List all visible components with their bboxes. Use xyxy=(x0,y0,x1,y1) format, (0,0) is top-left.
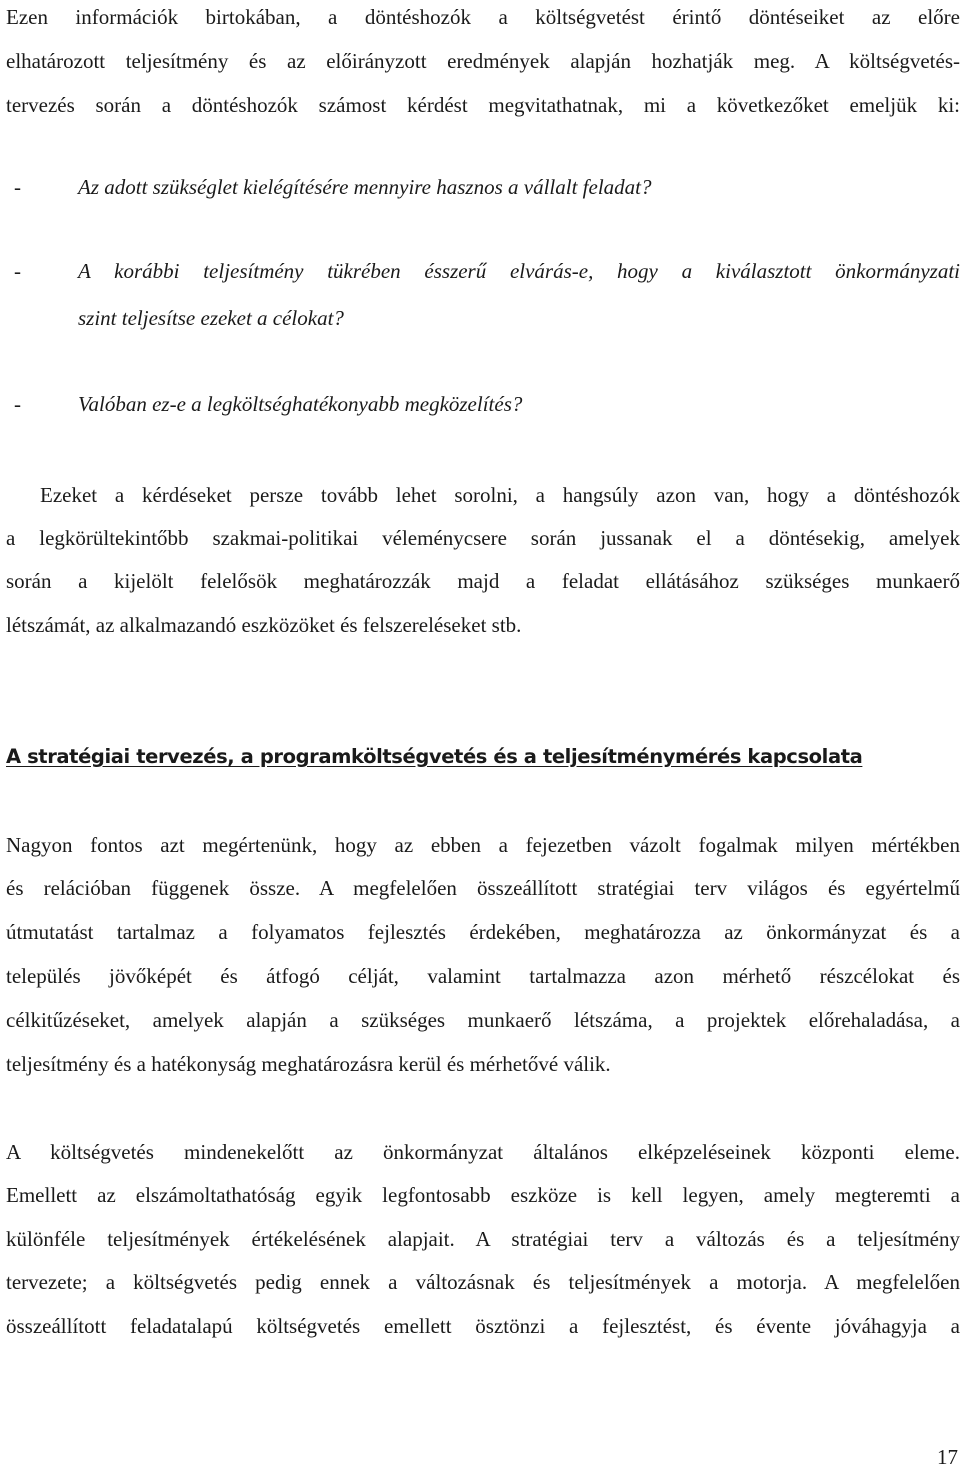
page-number: 17 xyxy=(937,1445,958,1469)
text-line: a legkörültekintőbb szakmai-politikai véleménycsere során jussanak el a döntésekig, amelyek xyxy=(6,526,960,550)
text-line: Ezen információk birtokában, a döntéshozók a költségvetést érintő döntéseiket az előre xyxy=(6,5,960,29)
text-line: település jövőképét és átfogó célját, valamint tartalmazza azon mérhető részcélokat és xyxy=(6,964,960,988)
section-heading: A stratégiai tervezés, a programköltségvetés és a teljesítménymérés kapcsolata xyxy=(6,745,863,768)
text-line: összeállított feladatalapú költségvetés emellett ösztönzi a fejlesztést, és évente jóváhagyja a xyxy=(6,1314,960,1338)
text-line: teljesítmény és a hatékonyság meghatározásra kerül és mérhetővé válik. xyxy=(6,1052,611,1076)
text-line: létszámát, az alkalmazandó eszközöket és felszereléseket stb. xyxy=(6,613,522,637)
text-line: útmutatást tartalmaz a folyamatos fejlesztés érdekében, meghatározza az önkormányzat és a xyxy=(6,920,960,944)
text-line: Emellett az elszámoltathatóság egyik legfontosabb eszköze is kell legyen, amely megteremti a xyxy=(6,1183,960,1207)
text-line: tervezés során a döntéshozók számost kérdést megvitathatnak, mi a következőket emeljük ki: xyxy=(6,93,960,117)
text-line: és relációban függenek össze. A megfelelően összeállított stratégiai terv világos és egyértelmű xyxy=(6,876,960,900)
bullet-dash: - xyxy=(14,392,21,416)
bullet-dash: - xyxy=(14,259,21,283)
text-line: célkitűzéseket, amelyek alapján a szükséges munkaerő létszáma, a projektek előrehaladása, a xyxy=(6,1008,960,1032)
bullet-dash: - xyxy=(14,175,21,199)
list-item-text: A korábbi teljesítmény tükrében ésszerű elvárás-e, hogy a kiválasztott önkormányzati xyxy=(78,259,960,283)
text-line: különféle teljesítmények értékelésének alapjait. A stratégiai terv a változás és a teljesítmény xyxy=(6,1227,960,1251)
text-line: során a kijelölt felelősök meghatározzák majd a feladat ellátásához szükséges munkaerő xyxy=(6,569,960,593)
text-line: elhatározott teljesítmény és az előirányzott eredmények alapján hozhatják meg. A költségvetés- xyxy=(6,49,960,73)
text-line: Nagyon fontos azt megértenünk, hogy az ebben a fejezetben vázolt fogalmak milyen mértékben xyxy=(6,833,960,857)
text-line: tervezete; a költségvetés pedig ennek a változásnak és teljesítmények a motorja. A megfelelően xyxy=(6,1270,960,1294)
list-item-text: Valóban ez-e a legköltséghatékonyabb megközelítés? xyxy=(78,392,523,416)
text-line: A költségvetés mindenekelőtt az önkormányzat általános elképzeléseinek központi eleme. xyxy=(6,1140,960,1164)
list-item-text: Az adott szükséglet kielégítésére mennyire hasznos a vállalt feladat? xyxy=(78,175,652,199)
text-line: Ezeket a kérdéseket persze tovább lehet sorolni, a hangsúly azon van, hogy a döntéshozók xyxy=(40,483,960,507)
list-item-text: szint teljesítse ezeket a célokat? xyxy=(78,306,344,330)
